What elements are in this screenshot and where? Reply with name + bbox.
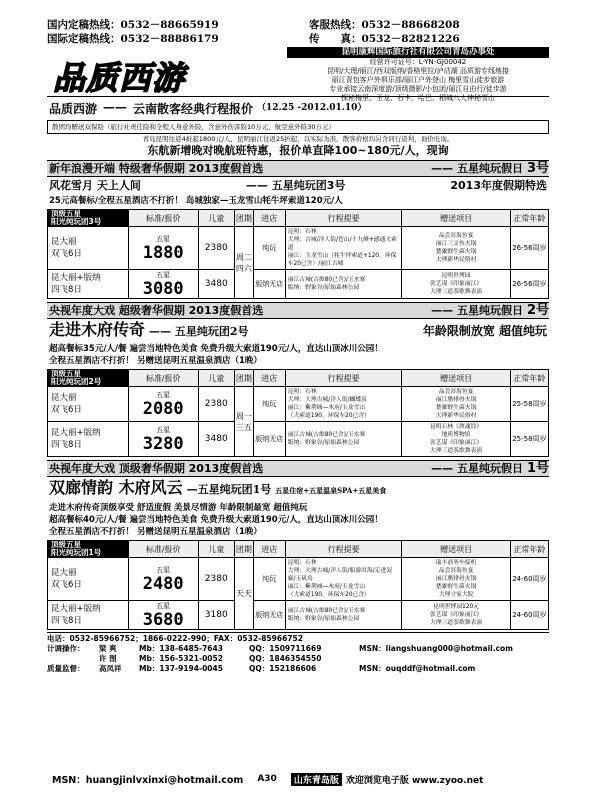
column-header-itinerary: 行程提要 <box>285 541 402 558</box>
route-name: 昆大丽 <box>51 237 77 247</box>
section-header <box>47 302 549 319</box>
contact-mb: Mb：138-6485-7643 <box>139 644 223 653</box>
column-header-child: 儿童 <box>198 370 234 387</box>
contact-qq: QQ：152186606 <box>249 664 317 673</box>
company-line-1: 昆明/大理/丽江/西双版纳/香格里拉/泸沽湖 品质游专线地接 <box>326 67 510 75</box>
section-promo-line: 超高餐标35元/人/餐 遍尝当地特色美食 免费升级大索道190元/人，直达山顶冰川公园！ <box>49 344 383 354</box>
tour-price-table <box>47 209 549 299</box>
contact-msn: MSN：ouqddf@hotmail.com <box>359 664 476 673</box>
table-row <box>48 601 549 630</box>
section-header <box>47 460 549 477</box>
section-number: 3号 <box>526 161 549 176</box>
price-value: 3080 <box>142 279 184 299</box>
price-cell <box>128 227 198 270</box>
tour-price-table <box>47 540 549 630</box>
price-label: 五星 <box>156 426 171 434</box>
itinerary-cell: 昆明：石林 大理：大理古城/洋人街/蝴蝶泉 丽江：紫荆城—木府/玉龙雪山 （大索道190，环保车20已含） <box>285 387 402 422</box>
company-line-4: 探秘梅里、玉龙、石卡、哈巴、稻城八大神秘雪山 <box>341 94 495 102</box>
route-cell <box>48 227 129 270</box>
route-name: 昆大丽+版纳 <box>51 428 101 438</box>
insurance-note: 散团均赠送双保险（旅行社责任险和全程人身意外险，含意外伤害险10万元，航空意外险30万元） <box>47 120 549 134</box>
age-cell: 25-58周岁 <box>510 422 548 457</box>
contact-qq: QQ：1509711669 <box>249 644 322 653</box>
column-header-group: 团期 <box>234 210 253 227</box>
contact-tel: 电话：0532-85966752；1866-0222-990；FAX：0532-85966752 <box>47 634 303 643</box>
column-header-group: 团期 <box>234 370 253 387</box>
contact-row <box>47 664 549 674</box>
route-duration: 四飞8日 <box>51 440 82 450</box>
newspaper-page <box>47 18 549 674</box>
section-number: 1号 <box>526 461 549 476</box>
route-name: 昆大丽+版纳 <box>51 273 101 283</box>
section-number: 2号 <box>526 303 549 318</box>
column-header-price: 标准/报价 <box>128 370 198 387</box>
age-cell: 25-58周岁 <box>510 387 548 422</box>
slogan-mid: —— 五星纯玩团3号 <box>245 179 346 192</box>
itinerary-cell: 丽江古城(古维80已含)/玉水寨 版纳：野象谷/原始森林公园 <box>285 422 402 457</box>
section-header-text: 新年浪漫开端 特级奢华假期 2013度假首选 <box>49 162 264 175</box>
slogan-mid: —五星纯玩团1号 <box>186 483 272 496</box>
gift-cell: 昆明石林《渡魂铃》 地质博物馆 张艺谋《印象丽江》 大理三道茶歌舞表演 <box>402 422 510 457</box>
shopping-cell: 纯玩 <box>253 227 285 270</box>
column-header-gift: 赠送项目 <box>402 210 510 227</box>
child-price: 3180 <box>198 601 234 630</box>
column-header-gift: 赠送项目 <box>402 370 510 387</box>
route-duration: 双飞6日 <box>51 405 82 415</box>
section-header-text: 央视年度大戏 超级奢华假期 2013度假首选 <box>49 304 264 317</box>
slogan-left: 风花雪月 天上人间 <box>49 179 141 192</box>
contact-name: 许 图 <box>99 654 117 663</box>
column-header-price: 标准/报价 <box>128 210 198 227</box>
column-header-age: 正常年龄 <box>510 370 548 387</box>
slogan-right: 2013年度假期特选 <box>450 179 547 192</box>
group-days: 天天 <box>234 558 253 630</box>
contact-role: 计调操作： <box>47 644 85 653</box>
slogan-small: 五星住宿+五星温泉SPA+五星美食 <box>275 486 387 495</box>
price-value: 2080 <box>142 399 184 419</box>
main-title-dash: —— <box>103 100 128 114</box>
gift-cell: 品尝洱海鱼宴 丽江三文鱼火锅 楚雄野生菌火锅 大理新华民俗村 <box>402 227 510 270</box>
price-cell <box>128 601 198 630</box>
table-row <box>48 422 549 457</box>
company-line-2: 丽江背包客户外俱乐部/丽江户外登山 梅里雪山徒步旅游 <box>331 76 505 84</box>
section-promo-line: 超高餐标40元/人/餐 遍尝当地特色美食 免费升级大索道190元/人，直达山顶冰川公园！ <box>49 515 383 525</box>
gift-cell: 品尝洱海鱼宴 丽江腊排骨火锅 楚雄野生菌火锅 大理新华民俗村 <box>402 387 510 422</box>
gift-cell: 昆明世博园 张艺谋《印象丽江》 大理三道茶歌舞表演 <box>402 270 510 299</box>
age-cell: 24-60周岁 <box>510 601 548 630</box>
column-header-shop: 进店 <box>253 210 285 227</box>
footer-msn: MSN：huangjinlvxinxi@hotmail.com <box>52 775 244 786</box>
section-promo-line: 走进木府传奇顶级享受 舒适度假 美景尽情游 年龄限制最宽 超值纯玩 <box>49 503 308 513</box>
table-row <box>48 270 549 299</box>
page-number: A30 <box>257 774 277 784</box>
table-row-header: 顶级五星 阳光纯玩团1号 <box>48 541 129 558</box>
domestic-hotline: 国内定稿热线：0532－88665919 <box>47 19 219 31</box>
age-cell: 26-56周岁 <box>510 227 548 270</box>
table-row-header: 顶级五星 阳光纯玩团3号 <box>48 210 129 227</box>
route-cell <box>48 422 129 457</box>
contact-block <box>47 632 549 674</box>
main-title-date: （12.25 -2012.01.10） <box>257 103 367 113</box>
discount-note: 青岛昆明往返4折起1800元/人，昆明丽江往返25折起，以实际为准。散客价格均另含同行返利，询价电询。 <box>142 135 454 143</box>
route-cell <box>48 270 129 299</box>
logo: 品质西游 <box>53 59 186 97</box>
child-price: 2380 <box>198 227 234 270</box>
column-header-group: 团期 <box>234 541 253 558</box>
itinerary-cell: 丽江古城(古维80已含)/玉水寨 版纳：野象谷/原始森林公园 <box>285 270 402 299</box>
slogan-mid: —— 五星纯玩团2号 <box>149 325 249 338</box>
shopping-cell: 版纳无店 <box>253 422 285 457</box>
child-price: 2380 <box>198 387 234 422</box>
price-cell <box>128 387 198 422</box>
column-header-child: 儿童 <box>198 541 234 558</box>
age-cell: 26-56周岁 <box>510 270 548 299</box>
gift-cell: 昆明世博园120元 张艺谋《印象丽江》 大理三道茶歌舞表演 <box>402 601 510 630</box>
column-header-shop: 进店 <box>253 370 285 387</box>
price-cell <box>128 422 198 457</box>
route-name: 昆大丽+版纳 <box>51 604 101 614</box>
column-header-age: 正常年龄 <box>510 210 548 227</box>
slogan-title: 双廊情韵 木府风云 <box>49 478 183 497</box>
contact-role: 质量监督： <box>47 664 85 673</box>
age-cell: 24-60周岁 <box>510 558 548 601</box>
intl-hotline: 国际定稿热线：0532－88886179 <box>47 33 219 45</box>
contact-role <box>47 654 99 664</box>
contact-qq: QQ：1846354550 <box>249 654 322 663</box>
highlight-note: 东航新增晚对晚航班特惠，报价单直降100~180元/人，现询 <box>147 144 449 157</box>
section-promo-line: 25元高餐标/全程五星酒店不打折！ 岛城独家—玉龙雪山牦牛坪索道120元/人 <box>49 196 343 206</box>
section-slogan <box>47 177 549 195</box>
contact-row <box>47 644 549 654</box>
column-header-age: 正常年龄 <box>510 541 548 558</box>
slogan-title: 走进木府传奇 <box>49 320 146 339</box>
shopping-cell: 纯玩 <box>253 387 285 422</box>
price-label: 五星 <box>156 235 171 243</box>
child-price: 3480 <box>198 422 234 457</box>
company-line-3: 专业承接云南深度游/顶级摄影/小包团/丽江自由行/徒步游 <box>329 85 507 93</box>
shopping-cell: 版纳无店 <box>253 601 285 630</box>
itinerary-cell: 昆明：石林 大理：古城/洋人街/苍山/十九峰+感通大索道 丽江：玉龙雪山（牦牛坪索道+120，环保车20已含）/丽江古城 <box>285 227 402 270</box>
section-slogan <box>47 319 549 343</box>
brand-header <box>47 47 549 102</box>
child-price: 2380 <box>198 558 234 601</box>
price-value: 1880 <box>142 243 184 263</box>
price-label: 五星 <box>156 391 171 399</box>
price-label: 五星 <box>156 602 171 610</box>
section-promo-line: 全程五星酒店不打折！ 另赠送昆明五星温泉酒店（1晚） <box>49 356 262 366</box>
section-header-text: 央视年度大戏 顶级奢华假期 2013度假首选 <box>49 462 264 475</box>
route-name: 昆大丽 <box>51 568 77 578</box>
price-label: 五星 <box>156 566 171 574</box>
hotline-block <box>47 18 549 46</box>
column-header-gift: 赠送项目 <box>402 541 510 558</box>
section-header-right: —— 五星纯玩假日 <box>431 162 523 175</box>
section-header <box>47 160 549 177</box>
contact-row <box>47 654 549 664</box>
price-value: 2480 <box>142 574 184 594</box>
contact-mb: Mb：156-5321-0052 <box>139 654 223 663</box>
price-value: 3680 <box>142 610 184 630</box>
column-header-shop: 进店 <box>253 541 285 558</box>
tour-price-table <box>47 369 549 457</box>
route-cell <box>48 558 129 601</box>
section-header-right: —— 五星纯玩假日 <box>431 304 523 317</box>
itinerary-cell: 丽江古城(古维80已含)/玉水寨 版纳：野象谷/原始森林公园 <box>285 601 402 630</box>
column-header-child: 儿童 <box>198 210 234 227</box>
price-cell <box>128 558 198 601</box>
route-duration: 双飞6日 <box>51 249 82 259</box>
route-cell <box>48 387 129 422</box>
route-name: 昆大丽 <box>51 393 77 403</box>
child-price: 3480 <box>198 270 234 299</box>
column-header-price: 标准/报价 <box>128 541 198 558</box>
contact-msn: MSN：liangshuang000@hotmail.com <box>359 644 513 653</box>
main-title-text: 云南散客经典行程报价 <box>133 102 254 116</box>
column-header-itinerary: 行程提要 <box>285 210 402 227</box>
contact-name: 高凤祥 <box>99 664 122 673</box>
fax-number: 传 真：0532－82821226 <box>309 33 460 45</box>
service-hotline: 客服热线：0532－88668208 <box>309 19 460 31</box>
company-info <box>287 47 549 103</box>
section-promo-line: 全程五星酒店不打折！ 另赠送昆明五星温泉酒店（1晚） <box>49 527 262 537</box>
column-header-itinerary: 行程提要 <box>285 370 402 387</box>
route-duration: 双飞6日 <box>51 580 82 590</box>
price-label: 五星 <box>156 271 171 279</box>
slogan-right: 年龄限制放宽 超值纯玩 <box>422 324 547 338</box>
contact-mb: Mb：137-9194-0045 <box>139 664 223 673</box>
section-slogan <box>47 477 549 502</box>
route-duration: 四飞8日 <box>51 285 82 295</box>
itinerary-cell: 昆明：石林 大理：大理古城/洋人街/船游洱海/走进双廊/玉矶岛 丽江：紫荆城—木府/玉龙雪山 （大索道190，环保车20已含） <box>285 558 402 601</box>
group-days: 周一三五 <box>234 387 253 457</box>
table-row <box>48 558 549 601</box>
license-number: 经营许可证号：L-YN-GJ00042 <box>369 58 467 66</box>
contact-name: 梁 爽 <box>99 644 117 653</box>
section-header-right: —— 五星纯玩假日 <box>431 462 523 475</box>
main-title-left: 品质西游 <box>49 102 98 116</box>
table-row-header: 顶级五星 阳光纯玩团2号 <box>48 370 129 387</box>
company-name: 昆明康辉国际旅行社有限公司青岛办事处 <box>287 47 549 58</box>
price-cell <box>128 270 198 299</box>
table-row <box>48 227 549 270</box>
group-days: 周二四六 <box>234 227 253 299</box>
footer-website: 欢迎浏览电子版 www.zyoo.net <box>345 775 484 786</box>
route-cell <box>48 601 129 630</box>
contact-msn <box>359 654 549 664</box>
route-duration: 四飞8日 <box>51 616 82 626</box>
shopping-cell: 纯玩 <box>253 558 285 601</box>
table-row <box>48 387 549 422</box>
page-footer <box>0 772 595 786</box>
gift-cell: 瑞丰商务车接机 品尝洱海鱼宴 丽江腊排骨火锅 楚雄野生菌火锅 大理寸家大院 <box>402 558 510 601</box>
shopping-cell: 版纳无店 <box>253 270 285 299</box>
price-value: 3280 <box>142 434 184 454</box>
publisher-badge: 山东青岛版 <box>291 773 342 786</box>
